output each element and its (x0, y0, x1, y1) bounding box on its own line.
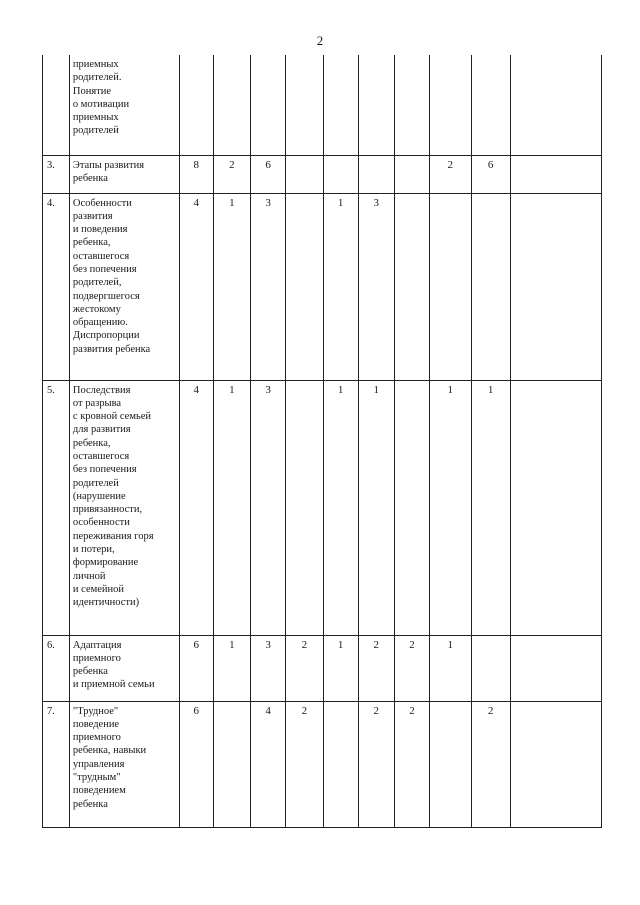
hours-cell: 6 (179, 701, 213, 827)
topic-line: обращению. (72, 317, 128, 329)
topic-line: развития (72, 210, 113, 222)
page-number: 2 (316, 33, 324, 48)
topic-line: "трудным" (72, 771, 121, 783)
hours-cell: 6 (179, 635, 213, 701)
topic-line: (нарушение (72, 490, 126, 502)
row-topic (69, 701, 179, 827)
hours-cell: 1 (323, 635, 358, 701)
hours-cell: 2 (358, 635, 394, 701)
topic-line: Особенности (72, 197, 132, 209)
hours-cell: 3 (251, 635, 286, 701)
topic-line: родителей (72, 125, 119, 137)
hours-cell (394, 380, 429, 635)
topic-line: и семейной (72, 583, 125, 595)
topic-line: с кровной семьей (72, 411, 152, 423)
hours-cell (213, 55, 250, 155)
topic-line: Этапы развития (72, 159, 145, 171)
hours-cell: 1 (213, 380, 250, 635)
form-cell (510, 193, 601, 380)
topic-line: поведением (72, 785, 126, 797)
topic-line: "Трудное" (72, 705, 119, 717)
topic-line: от разрыва (72, 397, 122, 409)
hours-cell (358, 55, 394, 155)
table-row (43, 380, 602, 635)
row-topic (69, 635, 179, 701)
topic-line: ребенка (72, 666, 108, 678)
topic-line: и потери, (72, 544, 115, 556)
hours-cell (179, 55, 213, 155)
hours-cell: 3 (251, 193, 286, 380)
topic-line: родителей. (72, 72, 122, 84)
hours-cell: 2 (394, 701, 429, 827)
row-topic (69, 55, 179, 155)
table-row (43, 55, 602, 155)
hours-cell (394, 55, 429, 155)
topic-line: развития ребенка (72, 343, 151, 355)
table-row (43, 193, 602, 380)
hours-cell: 1 (430, 380, 471, 635)
hours-cell (394, 193, 429, 380)
table-row (43, 701, 602, 827)
topic-line: подвергшегося (72, 290, 140, 302)
form-cell (510, 380, 601, 635)
hours-cell (430, 55, 471, 155)
form-cell (510, 701, 601, 827)
hours-cell: 4 (179, 193, 213, 380)
hours-cell: 2 (286, 701, 323, 827)
topic-line: для развития (72, 424, 131, 436)
topic-line: Последствия (72, 384, 131, 396)
hours-cell (358, 155, 394, 193)
hours-cell: 2 (358, 701, 394, 827)
row-topic (69, 193, 179, 380)
hours-cell (471, 635, 510, 701)
topic-line: формирование (72, 557, 139, 569)
hours-cell: 2 (394, 635, 429, 701)
hours-cell (394, 155, 429, 193)
topic-line: Адаптация (72, 639, 122, 651)
hours-cell: 2 (430, 155, 471, 193)
row-index: 4. (43, 193, 70, 380)
topic-line: Диспропорции (72, 330, 140, 342)
hours-cell: 3 (251, 380, 286, 635)
hours-cell (323, 701, 358, 827)
topic-line: личной (72, 570, 106, 582)
form-cell (510, 155, 601, 193)
table-row (43, 155, 602, 193)
topic-line: оставшегося (72, 450, 130, 462)
hours-cell: 6 (251, 155, 286, 193)
topic-line: идентичности) (72, 597, 140, 609)
topic-line: о мотивации (72, 98, 130, 110)
hours-cell: 1 (358, 380, 394, 635)
hours-cell: 3 (358, 193, 394, 380)
hours-cell: 2 (213, 155, 250, 193)
hours-cell (286, 193, 323, 380)
topic-line: привязанности, (72, 504, 143, 516)
topic-line: ребенка, навыки (72, 745, 147, 757)
hours-cell (430, 701, 471, 827)
topic-line: без попечения (72, 263, 137, 275)
topic-line: ребенка (72, 172, 108, 184)
topic-line: ребенка, (72, 237, 111, 249)
hours-cell (286, 155, 323, 193)
hours-cell: 1 (323, 380, 358, 635)
hours-cell: 1 (471, 380, 510, 635)
row-index: 7. (43, 701, 70, 827)
topic-line: и поведения (72, 224, 128, 236)
hours-cell: 4 (179, 380, 213, 635)
topic-line: приемных (72, 59, 119, 70)
hours-cell (323, 55, 358, 155)
hours-cell (430, 193, 471, 380)
hours-cell (323, 155, 358, 193)
hours-cell (471, 193, 510, 380)
form-cell (510, 635, 601, 701)
table-body (43, 55, 602, 827)
row-index: 6. (43, 635, 70, 701)
hours-cell: 2 (286, 635, 323, 701)
topic-line: приемного (72, 652, 121, 664)
form-cell (510, 55, 601, 155)
topic-line: особенности (72, 517, 130, 529)
hours-cell (286, 380, 323, 635)
row-topic (69, 155, 179, 193)
row-index (43, 55, 70, 155)
row-topic (69, 380, 179, 635)
topic-line: ребенка, (72, 437, 111, 449)
topic-line: поведение (72, 718, 120, 730)
topic-line: родителей (72, 477, 119, 489)
hours-cell: 4 (251, 701, 286, 827)
topic-line: приемных (72, 112, 119, 124)
topic-line: оставшегося (72, 250, 130, 262)
topic-line: жестокому (72, 303, 121, 315)
topic-line: приемного (72, 732, 121, 744)
hours-cell (471, 55, 510, 155)
row-index: 3. (43, 155, 70, 193)
hours-cell: 6 (471, 155, 510, 193)
hours-cell: 1 (213, 635, 250, 701)
curriculum-table (42, 55, 602, 828)
hours-cell (286, 55, 323, 155)
hours-cell: 2 (471, 701, 510, 827)
topic-line: управления (72, 758, 125, 770)
hours-cell: 1 (323, 193, 358, 380)
topic-line: Понятие (72, 85, 112, 97)
hours-cell: 8 (179, 155, 213, 193)
hours-cell (213, 701, 250, 827)
topic-line: без попечения (72, 464, 137, 476)
topic-line: переживания горя (72, 530, 154, 542)
hours-cell: 1 (430, 635, 471, 701)
hours-cell (251, 55, 286, 155)
topic-line: ребенка (72, 798, 108, 810)
hours-cell: 1 (213, 193, 250, 380)
table-row (43, 635, 602, 701)
row-index: 5. (43, 380, 70, 635)
topic-line: родителей, (72, 277, 122, 289)
topic-line: и приемной семьи (72, 679, 155, 691)
